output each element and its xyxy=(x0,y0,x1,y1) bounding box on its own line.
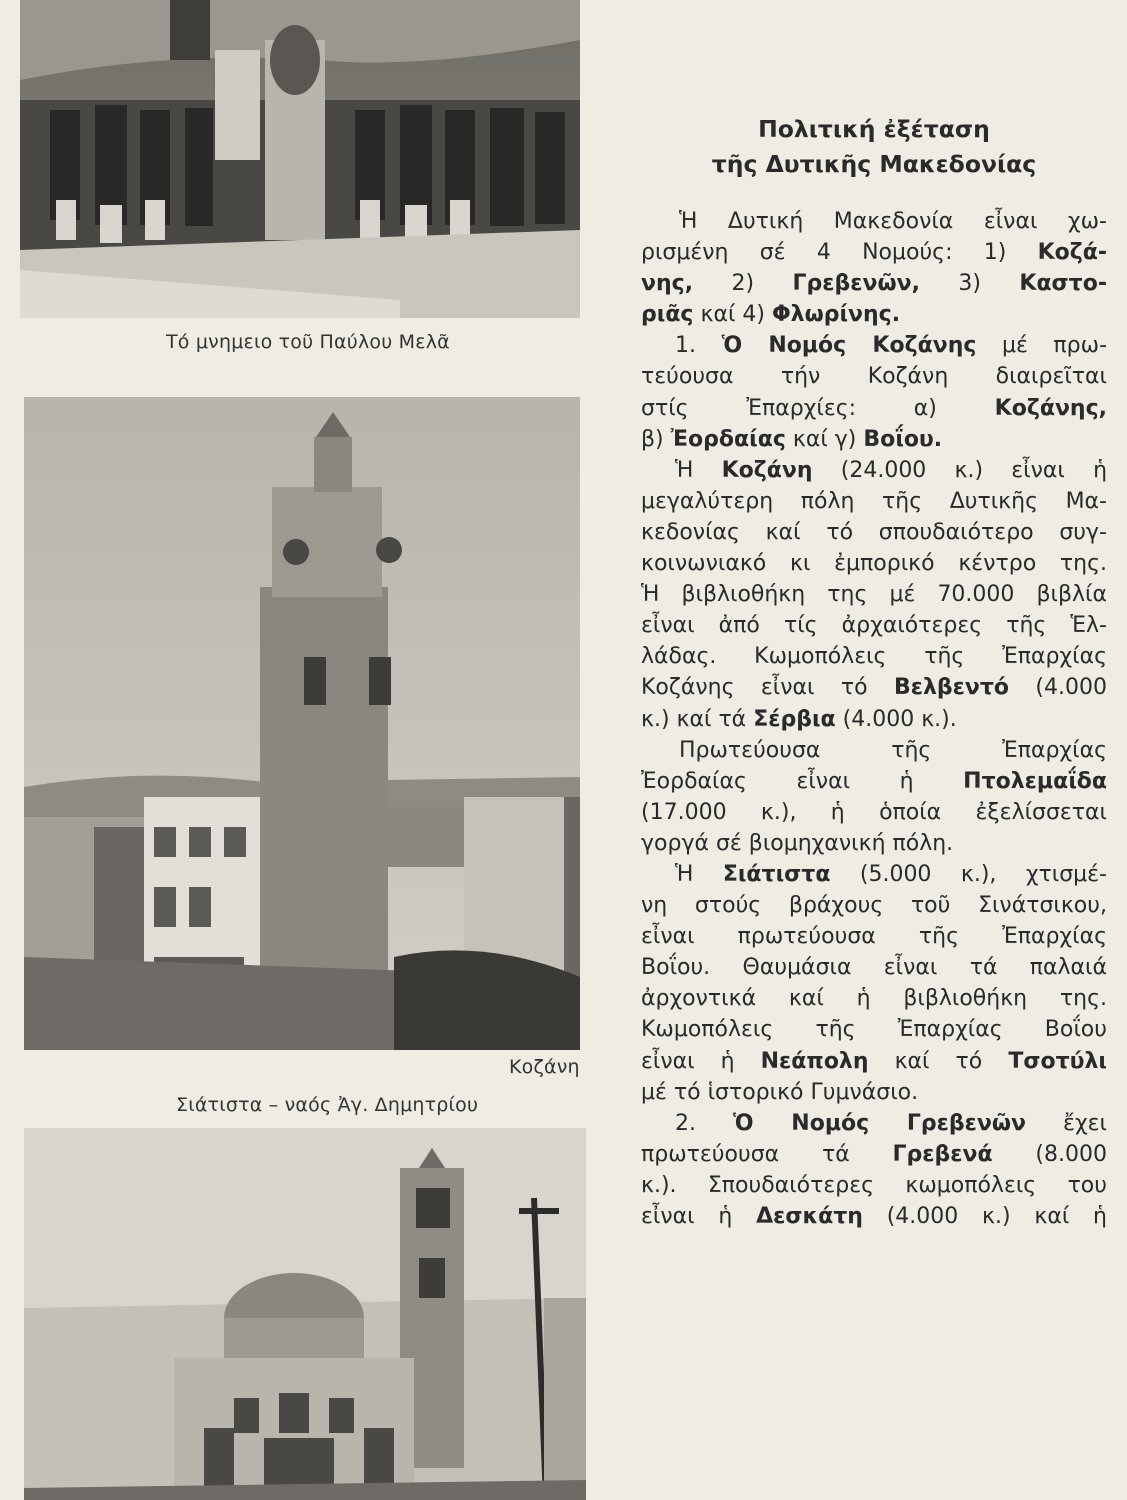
body-line: κ.). Σπουδαιότερες κωμοπόλεις του xyxy=(641,1172,1107,1198)
siatista-photo xyxy=(24,1128,586,1500)
body-line: 1. Ὁ Νομός Κοζάνης μέ πρω- xyxy=(675,333,1108,359)
body-line: νη στούς βράχους τοῦ Σινάτσικου, xyxy=(641,893,1107,919)
body-line: κοινωνιακό κι ἐμπορικό κέντρο της. xyxy=(641,551,1107,577)
kozani-photo xyxy=(24,397,580,1050)
body-line: κεδονίας καί τό σπουδαιότερο συγ- xyxy=(641,519,1107,545)
monument-caption: Τό μνημειο τοῦ Παύλου Μελᾶ xyxy=(166,331,450,353)
article xyxy=(641,112,1107,1232)
body-line: Πρωτεύουσα τῆς Ἐπαρχίας xyxy=(679,737,1107,763)
body-line: λάδας. Κωμοπόλεις τῆς Ἐπαρχίας xyxy=(641,644,1107,670)
kozani-caption: Κοζάνη xyxy=(509,1056,580,1078)
article-title xyxy=(641,112,1107,182)
body-line: ἀρχοντικά καί ἡ βιβλιοθήκη της. xyxy=(641,986,1107,1012)
body-line: πρωτεύουσα τά Γρεβενά (8.000 xyxy=(641,1141,1108,1167)
body-line: Ἡ Δυτική Μακεδονία εἶναι χω- xyxy=(679,209,1107,234)
body-line: ρισμένη σέ 4 Νομούς: 1) Κοζά- xyxy=(641,240,1107,266)
article-title-line2: τῆς Δυτικῆς Μακεδονίας xyxy=(711,150,1037,178)
body-line: ριᾶς καί 4) Φλωρίνης. xyxy=(641,302,901,328)
body-line: εἶναι πρωτεύουσα τῆς Ἐπαρχίας xyxy=(641,924,1107,950)
article-title-line1: Πολιτική ἐξέταση xyxy=(758,115,990,143)
siatista-caption: Σιάτιστα – ναός Ἀγ. Δημητρίου xyxy=(176,1094,479,1116)
body-line: Κωμοπόλεις τῆς Ἐπαρχίας Βοΐου xyxy=(641,1017,1107,1043)
body-line: νης, 2) Γρεβενῶν, 3) Καστο- xyxy=(641,271,1107,297)
body-line: (17.000 κ.), ἡ ὁποία ἐξελίσσεται xyxy=(641,799,1107,825)
body-line: μεγαλύτερη πόλη τῆς Δυτικῆς Μα- xyxy=(641,488,1107,514)
body-line: β) Ἐορδαίας καί γ) Βοΐου. xyxy=(641,426,943,452)
body-line: τεύουσα τήν Κοζάνη διαιρεῖται xyxy=(641,364,1107,390)
body-line: Κοζάνης εἶναι τό Βελβεντό (4.000 xyxy=(641,675,1107,701)
body-line: κ.) καί τά Σέρβια (4.000 κ.). xyxy=(641,706,957,732)
monument-photo xyxy=(20,0,580,318)
body-line: Ἡ Σιάτιστα (5.000 κ.), χτισμέ- xyxy=(675,861,1107,887)
article-body xyxy=(641,206,1107,1232)
body-line: εἶναι ἀπό τίς ἀρχαιότερες τῆς Ἑλ- xyxy=(641,613,1107,639)
body-line: εἶναι ἡ Δεσκάτη (4.000 κ.) καί ἡ xyxy=(641,1204,1107,1229)
body-line: Βοΐου. Θαυμάσια εἶναι τά παλαιά xyxy=(641,955,1107,981)
body-line: Ἐορδαίας εἶναι ἡ Πτολεμαΐδα xyxy=(641,768,1107,794)
body-line: γοργά σέ βιομηχανική πόλη. xyxy=(641,830,954,856)
body-line: Ἡ βιβλιοθήκη της μέ 70.000 βιβλία xyxy=(641,582,1107,608)
body-line: στίς Ἐπαρχίες: α) Κοζάνης, xyxy=(641,395,1107,421)
body-line: εἶναι ἡ Νεάπολη καί τό Τσοτύλι xyxy=(641,1048,1107,1074)
body-line: μέ τό ἱστορικό Γυμνάσιο. xyxy=(641,1079,919,1105)
body-line: 2. Ὁ Νομός Γρεβενῶν ἔχει xyxy=(675,1110,1107,1136)
body-line: Ἡ Κοζάνη (24.000 κ.) εἶναι ἡ xyxy=(675,457,1108,483)
